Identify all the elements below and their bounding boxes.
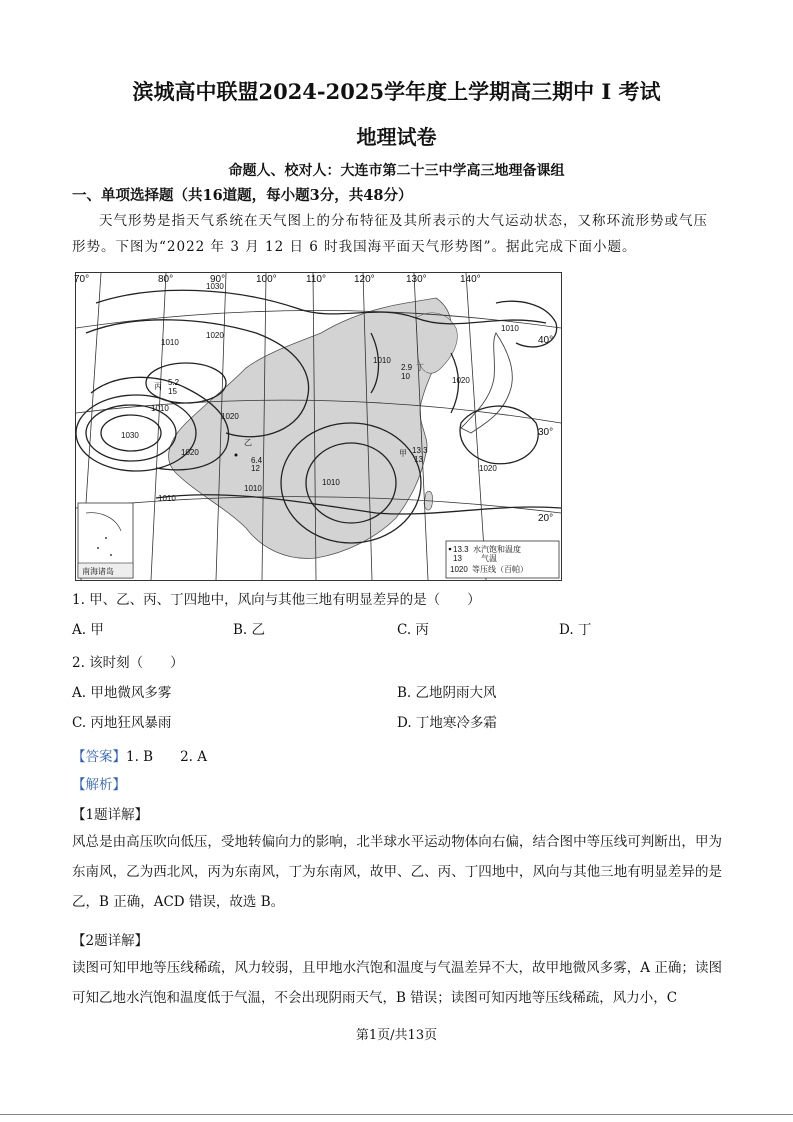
lat-label: 30° bbox=[538, 427, 554, 438]
isobar-label: 1010 bbox=[244, 484, 262, 493]
isobar-label: 1020 bbox=[181, 448, 199, 457]
q1-option-b: B. 乙 bbox=[233, 622, 266, 638]
weather-map-svg bbox=[76, 273, 561, 580]
lon-label: 90° bbox=[210, 274, 226, 285]
inset-label: 南海诸岛 bbox=[82, 567, 114, 576]
lon-label: 70° bbox=[74, 274, 90, 285]
detail-2-text: 读图可知甲地等压线稀疏，风力较弱，且甲地水汽饱和温度与气温差异不大，故甲地微风多雾，A 正确；读图可知乙地水汽饱和温度低于气温，不会出现阴雨天气，B 错误；读图可知丙地等压线稀疏，风力小，C bbox=[72, 960, 722, 1006]
station-ding-bottom: 10 bbox=[401, 372, 410, 381]
analysis-label: 【解析】 bbox=[72, 777, 126, 793]
latitude-labels bbox=[538, 335, 553, 524]
isobar-label: 1010 bbox=[501, 324, 519, 333]
isobar-label: 1010 bbox=[158, 494, 176, 503]
lon-label: 110° bbox=[306, 274, 326, 285]
isobar-label: 1010 bbox=[151, 404, 169, 413]
longitude-labels bbox=[74, 274, 481, 285]
section-heading: 一、单项选择题（共16道题，每小题3分，共48分） bbox=[72, 187, 413, 204]
question-1-stem: 1. 甲、乙、丙、丁四地中，风向与其他三地有明显差异的是（ ） bbox=[72, 592, 481, 608]
q1-option-a: A. 甲 bbox=[72, 622, 104, 638]
weather-map bbox=[75, 272, 562, 581]
subject-title: 地理试卷 bbox=[356, 125, 437, 149]
station-ding-top: 2.9 bbox=[401, 363, 413, 372]
exam-title: 滨城高中联盟2024-2025学年度上学期高三期中 I 考试 bbox=[132, 79, 661, 104]
question-2-stem: 2. 该时刻（ ） bbox=[72, 655, 184, 671]
isobar-label: 1020 bbox=[221, 412, 239, 421]
station-yi-bottom: 12 bbox=[251, 464, 260, 473]
isobar-label: 1010 bbox=[161, 338, 179, 347]
isobar-label: 1010 bbox=[322, 478, 340, 487]
bottom-divider bbox=[0, 1114, 793, 1115]
answer-text: 1. B 2. A bbox=[126, 749, 208, 765]
isobar-label: 1020 bbox=[479, 464, 497, 473]
q2-option-c: C. 丙地狂风暴雨 bbox=[72, 715, 172, 731]
legend-label-1: 水汽饱和温度 bbox=[473, 545, 521, 554]
page-footer: 第1页/共13页 bbox=[355, 1028, 438, 1043]
station-bing-top: 5.2 bbox=[168, 378, 180, 387]
legend-isobar-sample: 1020 bbox=[450, 565, 468, 574]
q2-option-b: B. 乙地阴雨大风 bbox=[397, 685, 497, 701]
station-jia-name: 甲 bbox=[399, 449, 407, 458]
station-ding-name: 丁 bbox=[416, 363, 424, 372]
q1-option-c: C. 丙 bbox=[397, 622, 429, 638]
detail-1-text: 风总是由高压吹向低压，受地转偏向力的影响，北半球水平运动物体向右偏，结合图中等压线可判断出，甲为东南风，乙为西北风，丙为东南风，丁为东南风，故甲、乙、丙、丁四地中，风向与其他三地有明显差异的是乙，B 正确，ACD 错误，故选 B。 bbox=[72, 834, 722, 910]
legend-isobar-label: 等压线（百帕） bbox=[472, 565, 528, 574]
lon-label: 140° bbox=[460, 274, 481, 285]
intro-paragraph: 天气形势是指天气系统在天气图上的分布特征及其所表示的大气运动状态，又称环流形势或气压形势。下图为“2022 年 3 月 12 日 6 时我国海平面天气形势图”。据此完成下面小题。 bbox=[72, 213, 708, 255]
lat-label: 40° bbox=[538, 335, 554, 346]
answer-line bbox=[72, 745, 207, 765]
station-jia-top: 13.3 bbox=[412, 446, 428, 455]
station-yi-top: 6.4 bbox=[251, 456, 263, 465]
authors-line: 命题人、校对人：大连市第二十三中学高三地理备课组 bbox=[228, 163, 565, 179]
lon-label: 130° bbox=[406, 274, 427, 285]
q2-option-a: A. 甲地微风多雾 bbox=[72, 685, 172, 701]
isobar-label: 1010 bbox=[373, 356, 391, 365]
isobar-label: 1020 bbox=[452, 376, 470, 385]
legend-sample-top: 13.3 bbox=[453, 545, 469, 554]
detail-2-label: 【2题详解】 bbox=[72, 933, 149, 949]
lon-label: 120° bbox=[354, 274, 375, 285]
station-dot bbox=[235, 454, 238, 457]
station-bing-bottom: 15 bbox=[168, 387, 177, 396]
answer-label: 【答案】 bbox=[72, 749, 126, 765]
station-bing-name: 丙 bbox=[154, 382, 162, 391]
q1-option-d: D. 丁 bbox=[559, 622, 592, 638]
station-yi-name: 乙 bbox=[244, 438, 252, 447]
legend-sample-bottom: 13 bbox=[453, 554, 462, 563]
isobar-label: 1020 bbox=[206, 331, 224, 340]
map-legend bbox=[446, 541, 559, 578]
legend-label-2: 气温 bbox=[481, 554, 497, 563]
inset-map bbox=[78, 503, 133, 578]
isobar-label: 1030 bbox=[206, 282, 224, 291]
detail-1-label: 【1题详解】 bbox=[72, 807, 149, 823]
lon-label: 80° bbox=[158, 274, 174, 285]
isobar-label: 1030 bbox=[121, 431, 139, 440]
lon-label: 100° bbox=[256, 274, 277, 285]
station-jia-bottom: 13 bbox=[414, 455, 423, 464]
q2-option-d: D. 丁地寒冷多霜 bbox=[397, 715, 497, 731]
lat-label: 20° bbox=[538, 513, 554, 524]
